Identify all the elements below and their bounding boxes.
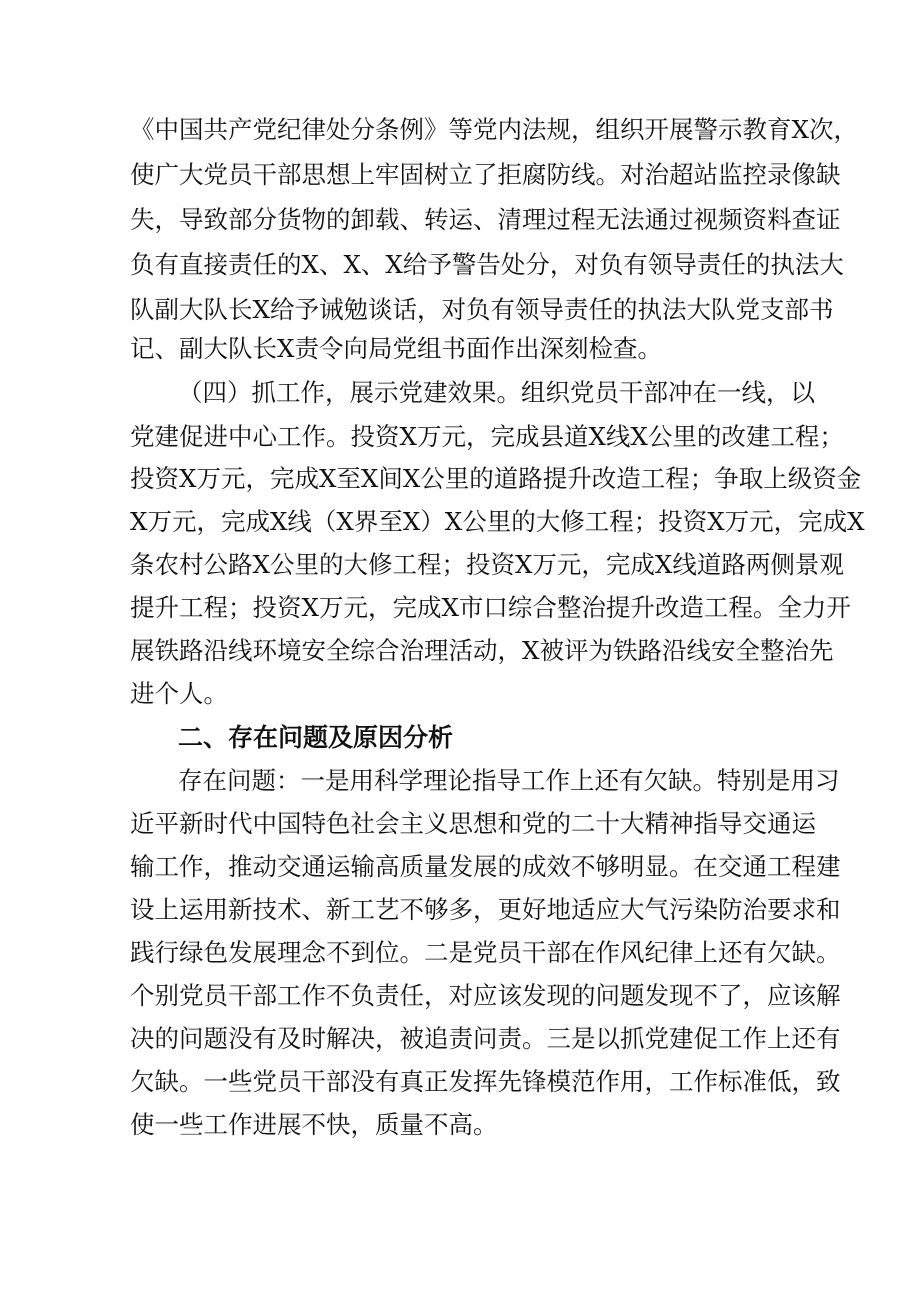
- text-line: 党建促进中心工作。投资X万元，完成县道X线X公里的改建工程；: [130, 422, 844, 451]
- text-line: 负有直接责任的X、X、X给予警告处分，对负有领导责任的执法大: [130, 250, 844, 279]
- text-line: 投资X万元，完成X至X间X公里的道路提升改造工程；争取上级资金: [130, 464, 862, 493]
- text-line: 欠缺。一些党员干部没有真正发挥先锋模范作用，工作标准低，致: [130, 1067, 841, 1096]
- text-line: 队副大队长X给予诫勉谈话，对负有领导责任的执法大队党支部书: [130, 295, 834, 324]
- text-line: 决的问题没有及时解决，被追责问责。三是以抓党建促工作上还有: [130, 1024, 841, 1053]
- text-line: 践行绿色发展理念不到位。二是党员干部在作风纪律上还有欠缺。: [130, 938, 841, 967]
- text-line: （四）抓工作，展示党建效果。组织党员干部冲在一线，以: [178, 378, 815, 407]
- text-line: 近平新时代中国特色社会主义思想和党的二十大精神指导交通运: [130, 809, 816, 838]
- text-line: 输工作，推动交通运输高质量发展的成效不够明显。在交通工程建: [130, 852, 841, 881]
- text-line: 使广大党员干部思想上牢固树立了拒腐防线。对治超站监控录像缺: [130, 160, 841, 189]
- text-line: 存在问题：一是用科学理论指导工作上还有欠缺。特别是用习: [178, 766, 840, 795]
- text-line: 条农村公路X公里的大修工程；投资X万元，完成X线道路两侧景观: [130, 550, 844, 579]
- text-line: 使一些工作进展不快，质量不高。: [130, 1110, 498, 1139]
- text-line: 提升工程；投资X万元，完成X市口综合整治提升改造工程。全力开: [130, 593, 851, 622]
- text-line: 失，导致部分货物的卸载、转运、清理过程无法通过视频资料查证: [130, 205, 841, 234]
- text-line: X万元，完成X线（X界至X）X公里的大修工程；投资X万元，完成X: [130, 507, 865, 536]
- text-line: 进个人。: [130, 679, 228, 708]
- text-line: 个别党员干部工作不负责任，对应该发现的问题发现不了，应该解: [130, 981, 841, 1010]
- text-line: 《中国共产党纪律处分条例》等党内法规，组织开展警示教育X次，: [130, 115, 858, 144]
- text-line: 记、副大队长X责令向局党组书面作出深刻检查。: [130, 334, 662, 363]
- section-heading: 二、存在问题及原因分析: [178, 723, 454, 752]
- text-line: 展铁路沿线环境安全综合治理活动，X被评为铁路沿线安全整治先: [130, 636, 834, 665]
- text-line: 设上运用新技术、新工艺不够多，更好地适应大气污染防治要求和: [130, 895, 841, 924]
